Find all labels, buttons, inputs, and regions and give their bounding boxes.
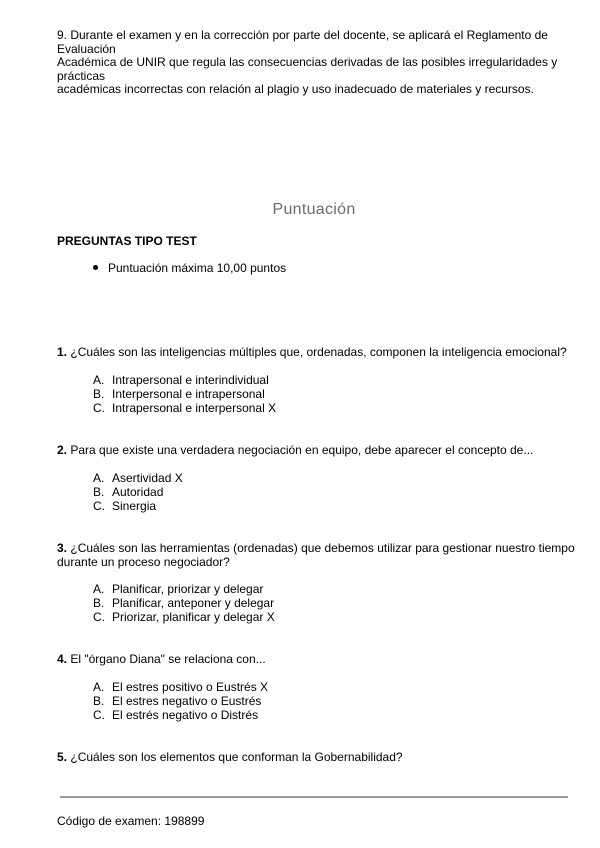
- question-4: [57, 652, 587, 666]
- option-text: El estres positivo o Eustrés X: [112, 680, 269, 694]
- option-letter: C.: [93, 401, 105, 415]
- question-text: Para que existe una verdadera negociación en equipo, debe aparecer el concepto de...: [70, 443, 534, 457]
- option-text: Interpersonal e intrapersonal: [112, 387, 265, 401]
- bullet-text: Puntuación máxima 10,00 puntos: [108, 261, 287, 275]
- question-3-options: [93, 582, 275, 624]
- option-c: [93, 610, 275, 624]
- option-a: [93, 471, 183, 485]
- intro-line: prácticas: [57, 68, 106, 83]
- question-3: [57, 541, 587, 569]
- option-c: [93, 499, 183, 513]
- option-b: [93, 485, 183, 499]
- exam-code: Código de examen: 198899: [57, 814, 205, 828]
- option-text: Planificar, anteponer y delegar: [112, 596, 275, 610]
- intro-line: Evaluación: [57, 41, 116, 56]
- question-2-options: [93, 471, 183, 513]
- question-2: [57, 443, 587, 457]
- option-text: Sinergia: [112, 499, 157, 513]
- intro-line: Académica de UNIR que regula las consecuencias derivadas de las posibles irregularidades y: [57, 55, 558, 69]
- option-text: Intrapersonal e interindividual: [112, 373, 269, 387]
- option-letter: C.: [93, 499, 105, 513]
- footer-divider: [60, 796, 568, 798]
- option-b: [93, 694, 268, 708]
- question-text: ¿Cuáles son los elementos que conforman la Gobernabilidad?: [70, 750, 403, 764]
- intro-line: 9. Durante el examen y en la corrección por parte del docente, se aplicará el Reglamento de: [57, 28, 548, 42]
- option-letter: B.: [93, 596, 105, 610]
- intro-paragraph: [57, 29, 577, 97]
- question-number: 3.: [57, 541, 68, 555]
- option-text: Planificar, priorizar y delegar: [112, 582, 264, 596]
- option-a: [93, 582, 275, 596]
- option-text: El estres negativo o Eustrés: [112, 694, 262, 708]
- question-1: [57, 345, 587, 359]
- question-text: ¿Cuáles son las inteligencias múltiples que, ordenadas, componen la inteligencia emocional?: [70, 345, 567, 359]
- question-4-options: [93, 680, 268, 722]
- option-a: [93, 680, 268, 694]
- question-text: ¿Cuáles son las herramientas (ordenadas) que debemos utilizar para gestionar nuestro tiempo durante un proceso negociador?: [57, 541, 575, 569]
- bullet-item: [93, 261, 286, 275]
- question-5: [57, 750, 587, 764]
- option-letter: B.: [93, 387, 105, 401]
- option-text: Asertividad X: [112, 471, 183, 485]
- question-number: 4.: [57, 652, 68, 666]
- question-number: 2.: [57, 443, 68, 457]
- option-letter: C.: [93, 708, 105, 722]
- option-text: Autoridad: [112, 485, 164, 499]
- question-1-options: [93, 373, 276, 415]
- option-c: [93, 401, 276, 415]
- option-letter: B.: [93, 485, 105, 499]
- option-a: [93, 373, 276, 387]
- option-text: Priorizar, planificar y delegar X: [112, 610, 275, 624]
- option-letter: B.: [93, 694, 105, 708]
- option-letter: A.: [93, 471, 105, 485]
- option-letter: A.: [93, 680, 105, 694]
- intro-line: académicas incorrectas con relación al plagio y uso inadecuado de materiales y recursos.: [57, 82, 534, 96]
- option-letter: A.: [93, 373, 105, 387]
- question-number: 1.: [57, 345, 68, 359]
- section-title: Puntuación: [272, 201, 356, 218]
- question-number: 5.: [57, 750, 68, 764]
- subheading: PREGUNTAS TIPO TEST: [57, 234, 197, 248]
- option-letter: A.: [93, 582, 105, 596]
- bullet-dot-icon: [93, 265, 98, 270]
- option-b: [93, 387, 276, 401]
- option-text: Intrapersonal e interpersonal X: [112, 401, 277, 415]
- option-text: El estrés negativo o Distrés: [112, 708, 259, 722]
- option-b: [93, 596, 275, 610]
- option-letter: C.: [93, 610, 105, 624]
- question-text: El "órgano Diana" se relaciona con...: [70, 652, 266, 666]
- option-c: [93, 708, 268, 722]
